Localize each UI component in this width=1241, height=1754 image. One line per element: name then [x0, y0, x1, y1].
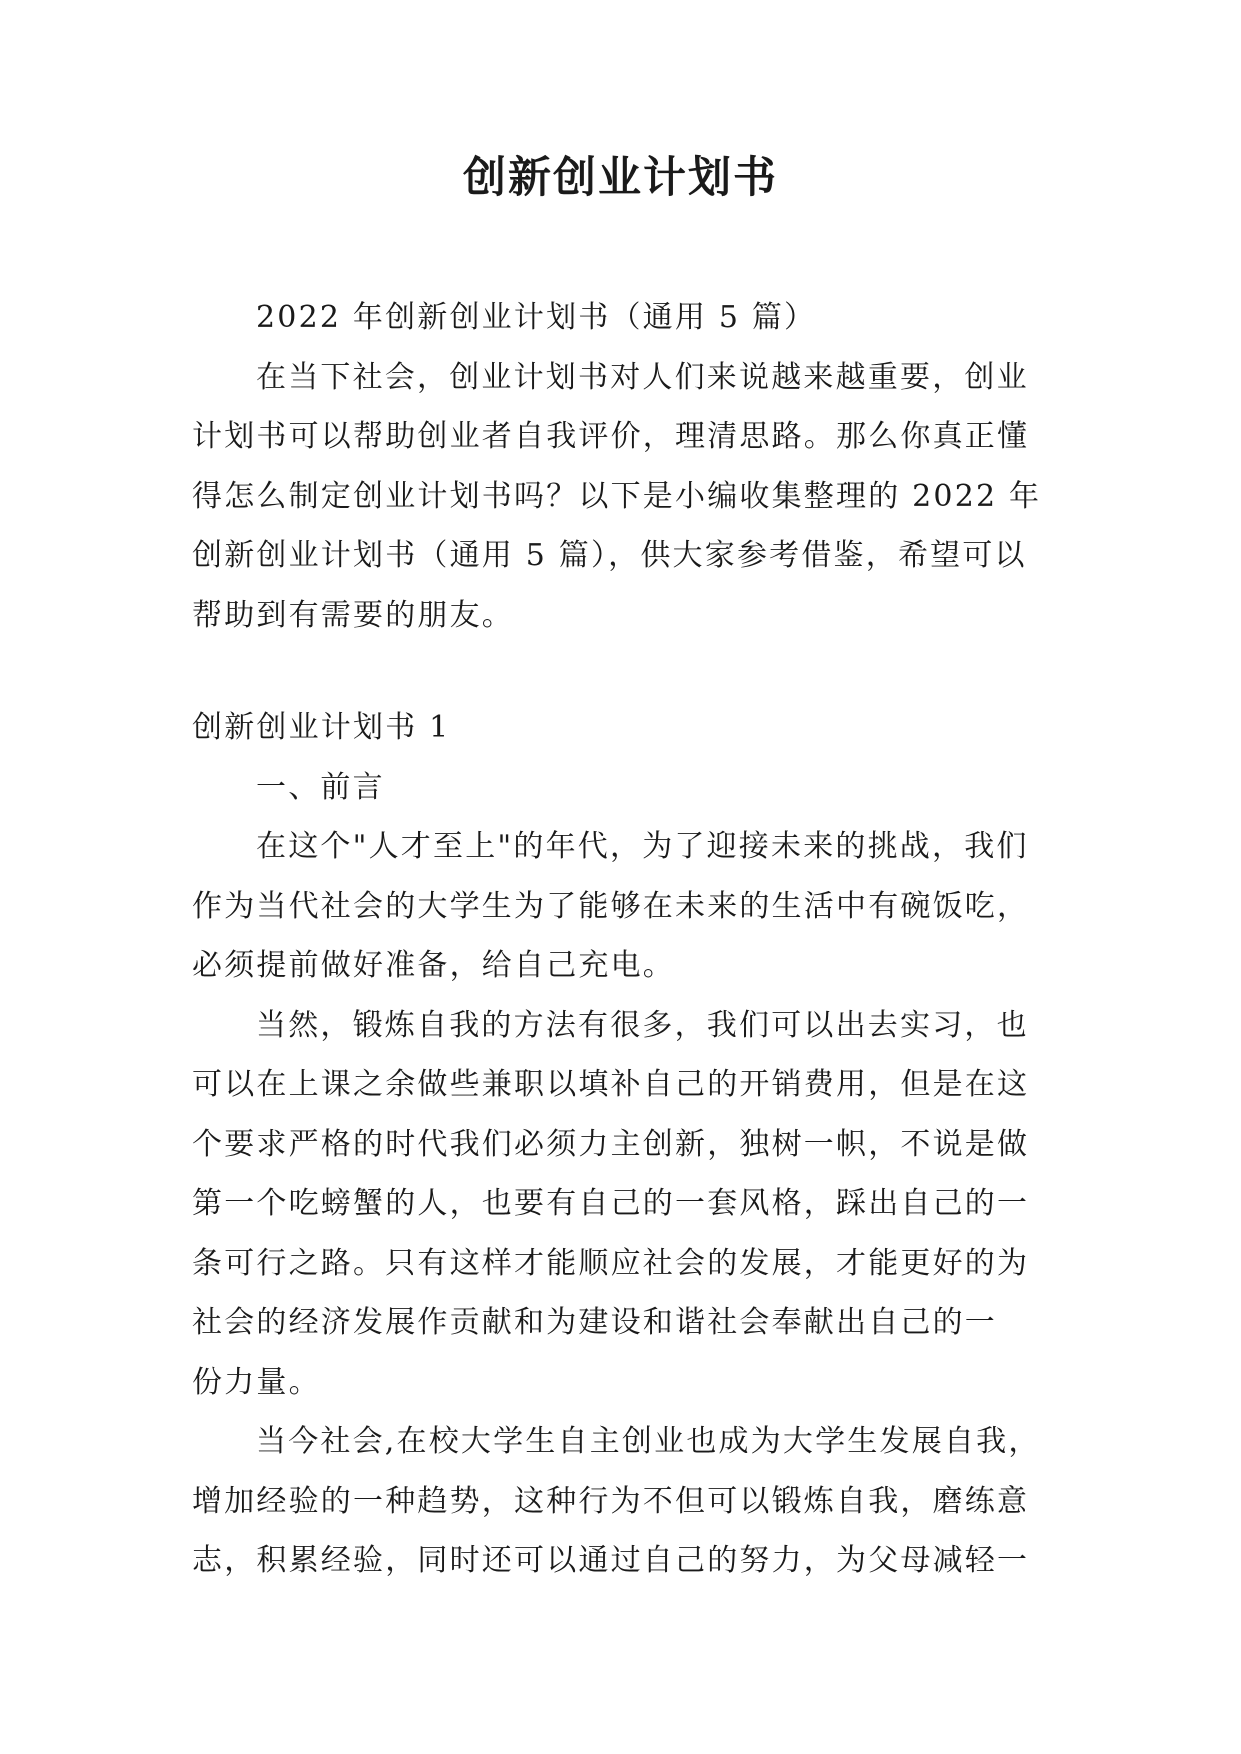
intro-paragraph-line: 得怎么制定创业计划书吗？以下是小编收集整理的 2022 年 — [192, 478, 1042, 514]
paragraph-line: 当今社会,在校大学生自主创业也成为大学生发展自我， — [256, 1424, 1041, 1459]
intro-paragraph-line: 帮助到有需要的朋友。 — [192, 597, 514, 633]
main-section — [192, 698, 1062, 1591]
paragraph-line: 社会的经济发展作贡献和为建设和谐社会奉献出自己的一 — [192, 1305, 997, 1340]
paragraph-line: 在这个"人才至上"的年代，为了迎接未来的挑战，我们 — [256, 829, 1029, 864]
document-title: 创新创业计划书 — [463, 153, 778, 203]
paragraph-line: 作为当代社会的大学生为了能够在未来的生活中有碗饭吃， — [192, 888, 1030, 924]
paragraph-line: 条可行之路。只有这样才能顺应社会的发展，才能更好的为 — [192, 1245, 1030, 1281]
paragraph-line: 份力量。 — [192, 1364, 321, 1400]
section-subheading: 一、前言 — [256, 769, 385, 805]
paragraph-line: 增加经验的一种趋势，这种行为不但可以锻炼自我，磨练意 — [192, 1483, 1030, 1519]
paragraph-line: 第一个吃螃蟹的人，也要有自己的一套风格，踩出自己的一 — [192, 1186, 1030, 1221]
section-heading: 创新创业计划书 1 — [192, 710, 451, 745]
intro-paragraph-line: 在当下社会，创业计划书对人们来说越来越重要，创业 — [256, 359, 1029, 395]
intro-section — [192, 288, 1062, 645]
intro-subtitle: 2022 年创新创业计划书（通用 5 篇） — [256, 300, 817, 335]
paragraph-line: 必须提前做好准备，给自己充电。 — [192, 948, 675, 983]
paragraph-line: 个要求严格的时代我们必须力主创新，独树一帜，不说是做 — [192, 1126, 1030, 1162]
intro-paragraph-line: 计划书可以帮助创业者自我评价，理清思路。那么你真正懂 — [192, 419, 1030, 454]
intro-paragraph-line: 创新创业计划书（通用 5 篇），供大家参考借鉴，希望可以 — [192, 538, 1027, 573]
paragraph-line: 志，积累经验，同时还可以通过自己的努力，为父母减轻一 — [192, 1543, 1030, 1578]
paragraph-line: 可以在上课之余做些兼职以填补自己的开销费用，但是在这 — [192, 1067, 1030, 1102]
paragraph-line: 当然，锻炼自我的方法有很多，我们可以出去实习，也 — [256, 1007, 1029, 1043]
